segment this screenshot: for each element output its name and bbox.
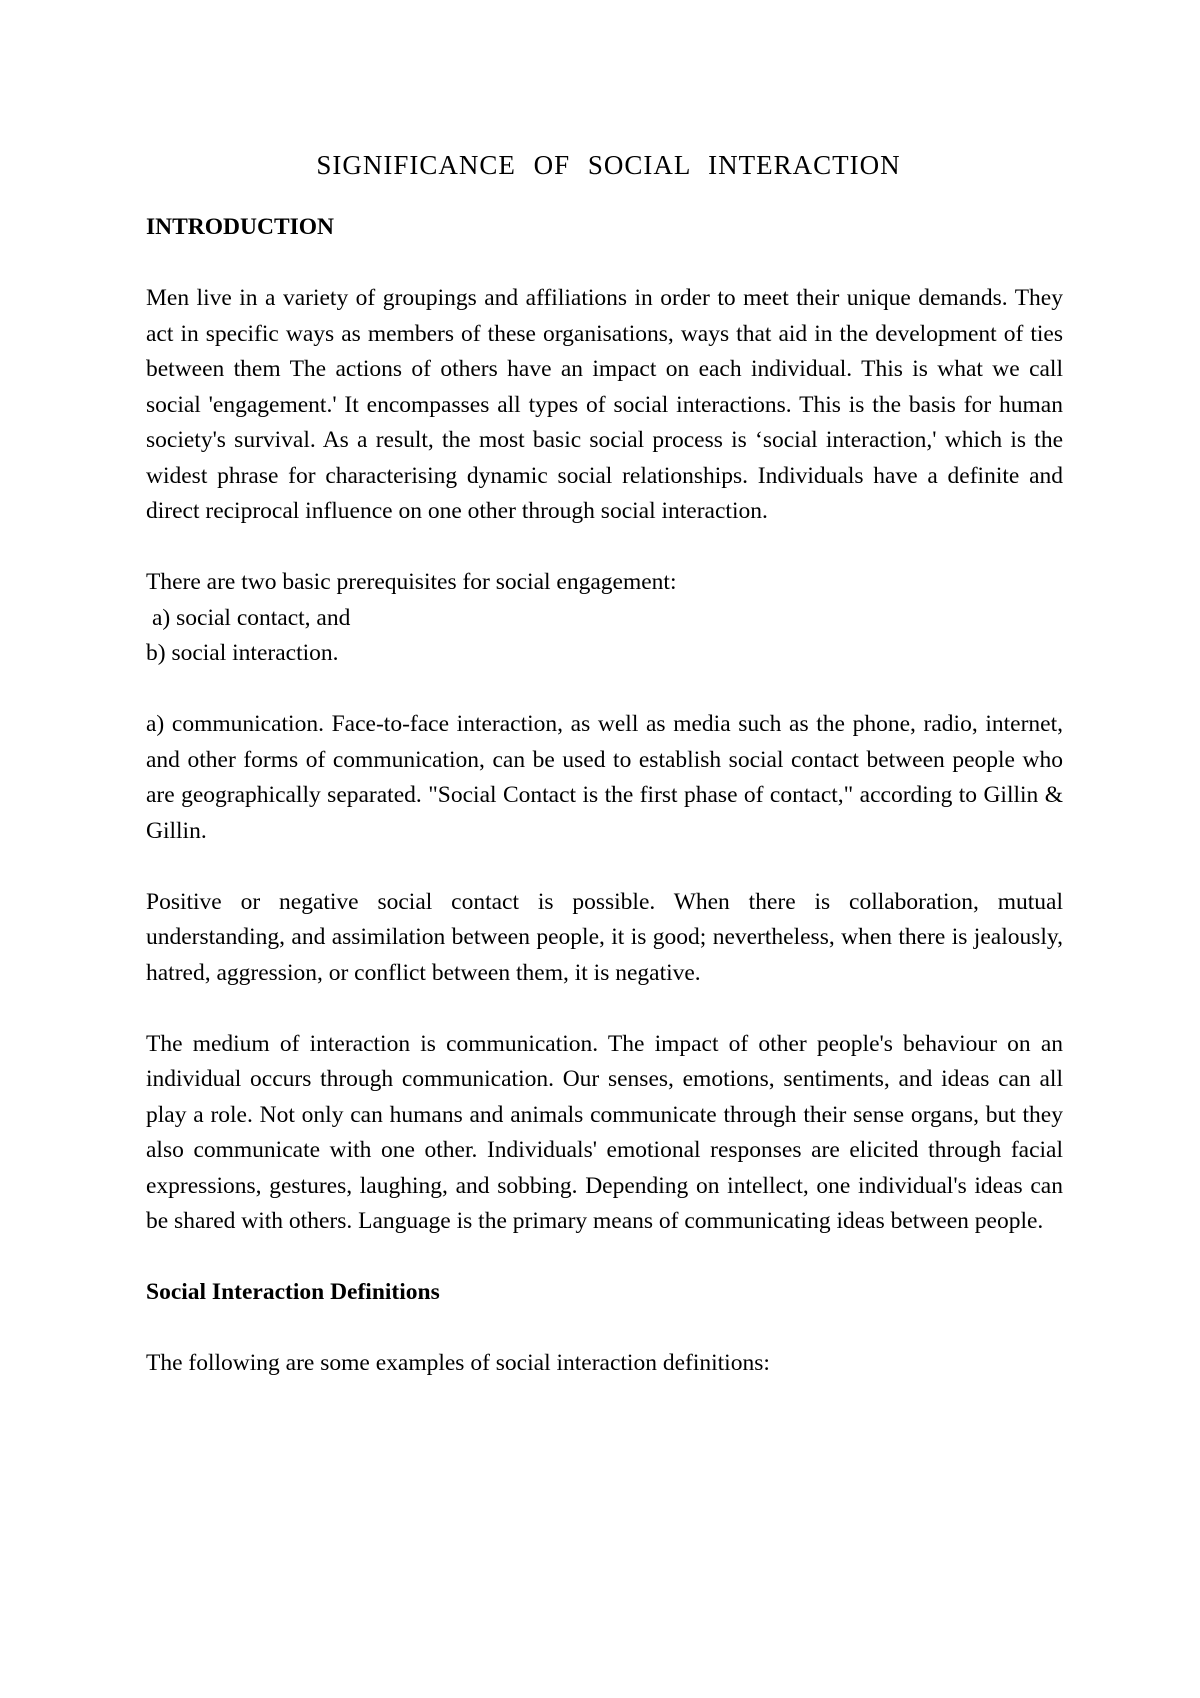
introduction-heading: INTRODUCTION (146, 214, 335, 240)
list-item-social-contact: a) social contact, and (152, 604, 351, 631)
document-body (146, 140, 1063, 1382)
paragraph-definitions-intro: The following are some examples of social interaction definitions: (146, 1350, 770, 1376)
paragraph-positive-negative: Positive or negative social contact is possible. When there is collaboration, mutual understanding, and assimilation between people, it is good; nevertheless, when there is jealously, hatred, aggression, or conflict between them, it is negative. (146, 888, 1063, 986)
definitions-heading: Social Interaction Definitions (146, 1279, 440, 1305)
paragraph-medium-of-interaction: The medium of interaction is communication. The impact of other people's behaviour on an individual occurs through communication. Our senses, emotions, sentiments, and ideas can all play a role. Not only can humans and animals communicate through their sense organs, but they also communicate with one other. Individuals' emotional responses are elicited through facial expressions, gestures, laughing, and sobbing. Depending on intellect, one individual's ideas can be shared with others. Language is the primary means of communicating ideas between people. (146, 1030, 1063, 1234)
list-item-social-interaction: b) social interaction. (146, 640, 339, 666)
paragraph-communication: a) communication. Face-to-face interaction, as well as media such as the phone, radio, internet, and other forms of communication, can be used to establish social contact between people who are geographically separated. "Social Contact is the first phase of contact," according to Gillin & Gillin. (146, 711, 1063, 844)
document-title: SIGNIFICANCE OF SOCIAL INTERACTION (316, 150, 901, 180)
paragraph-prerequisites: There are two basic prerequisites for social engagement: (146, 569, 677, 595)
paragraph-introduction: Men live in a variety of groupings and affiliations in order to meet their unique demands. They act in specific ways as members of these organisations, ways that aid in the development of ties between them The actions of others have an impact on each individual. This is what we call social 'engagement.' It encompasses all types of social interactions. This is the basis for human society's survival. As a result, the most basic social process is ‘social interaction,' which is the widest phrase for characterising dynamic social relationships. Individuals have a definite and direct reciprocal influence on one other through social interaction. (146, 285, 1063, 524)
